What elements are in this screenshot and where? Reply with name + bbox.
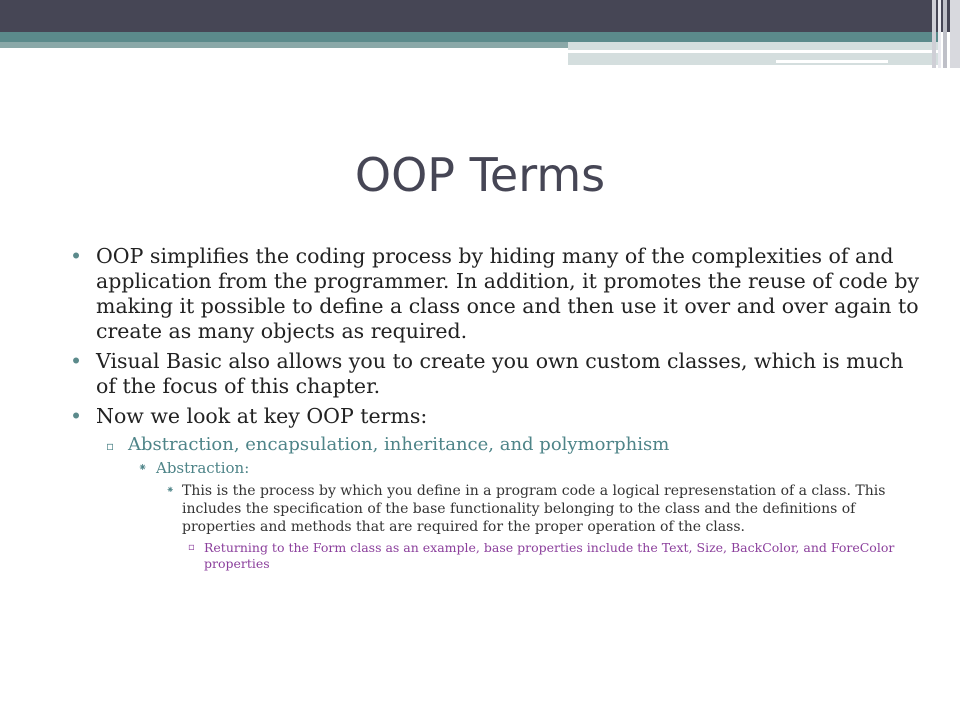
square-bullet-icon: ▫	[188, 542, 195, 553]
bullet-dot-icon: •	[70, 349, 83, 373]
sub-sub-bullet-item	[70, 458, 920, 478]
level5-bullet-item	[70, 540, 920, 572]
slide-body	[70, 244, 920, 572]
edge-stripe	[950, 0, 960, 68]
accent-stripe-lower	[568, 53, 940, 65]
accent-stripe	[0, 42, 568, 48]
edge-stripe	[943, 0, 947, 68]
bullet-item	[70, 404, 920, 429]
level4-bullet-text: This is the process by which you define in a program code a logical represenstation of a class. This includes the specification of the base functionality belonging to the class and the definitions of properties and methods that are required for the proper operation of the class.	[182, 483, 886, 535]
divider-line-lower	[776, 60, 888, 63]
edge-stripe	[938, 0, 941, 68]
accent-band	[0, 32, 940, 42]
bullet-dot-icon: •	[70, 404, 83, 428]
sub-sub-bullet-text: Abstraction:	[156, 459, 250, 477]
level4-bullet-item	[70, 482, 920, 536]
edge-stripe	[932, 0, 936, 68]
header-band	[0, 0, 960, 32]
diamond-bullet-icon: ⁕	[166, 485, 175, 496]
level5-bullet-text: Returning to the Form class as an example, base properties include the Text, Size, BackColor, and ForeColor properties	[204, 540, 895, 571]
bullet-item	[70, 349, 920, 399]
square-bullet-icon: ▫	[106, 439, 115, 453]
bullet-text: Visual Basic also allows you to create you own custom classes, which is much of the focus of this chapter.	[96, 349, 904, 398]
bullet-text: Now we look at key OOP terms:	[96, 404, 428, 428]
accent-stripe-right	[568, 42, 940, 50]
bullet-text: OOP simplifies the coding process by hiding many of the complexities of and application from the programmer. In addition, it promotes the reuse of code by making it possible to define a class once and then use it over and over again to create as many objects as required.	[96, 244, 920, 343]
bullet-dot-icon: •	[70, 244, 83, 268]
bullet-item	[70, 244, 920, 344]
sub-bullet-text: Abstraction, encapsulation, inheritance, and polymorphism	[128, 434, 670, 455]
slide-title: OOP Terms	[354, 148, 606, 202]
diamond-bullet-icon: ⁕	[138, 461, 148, 474]
sub-bullet-item	[70, 434, 920, 456]
